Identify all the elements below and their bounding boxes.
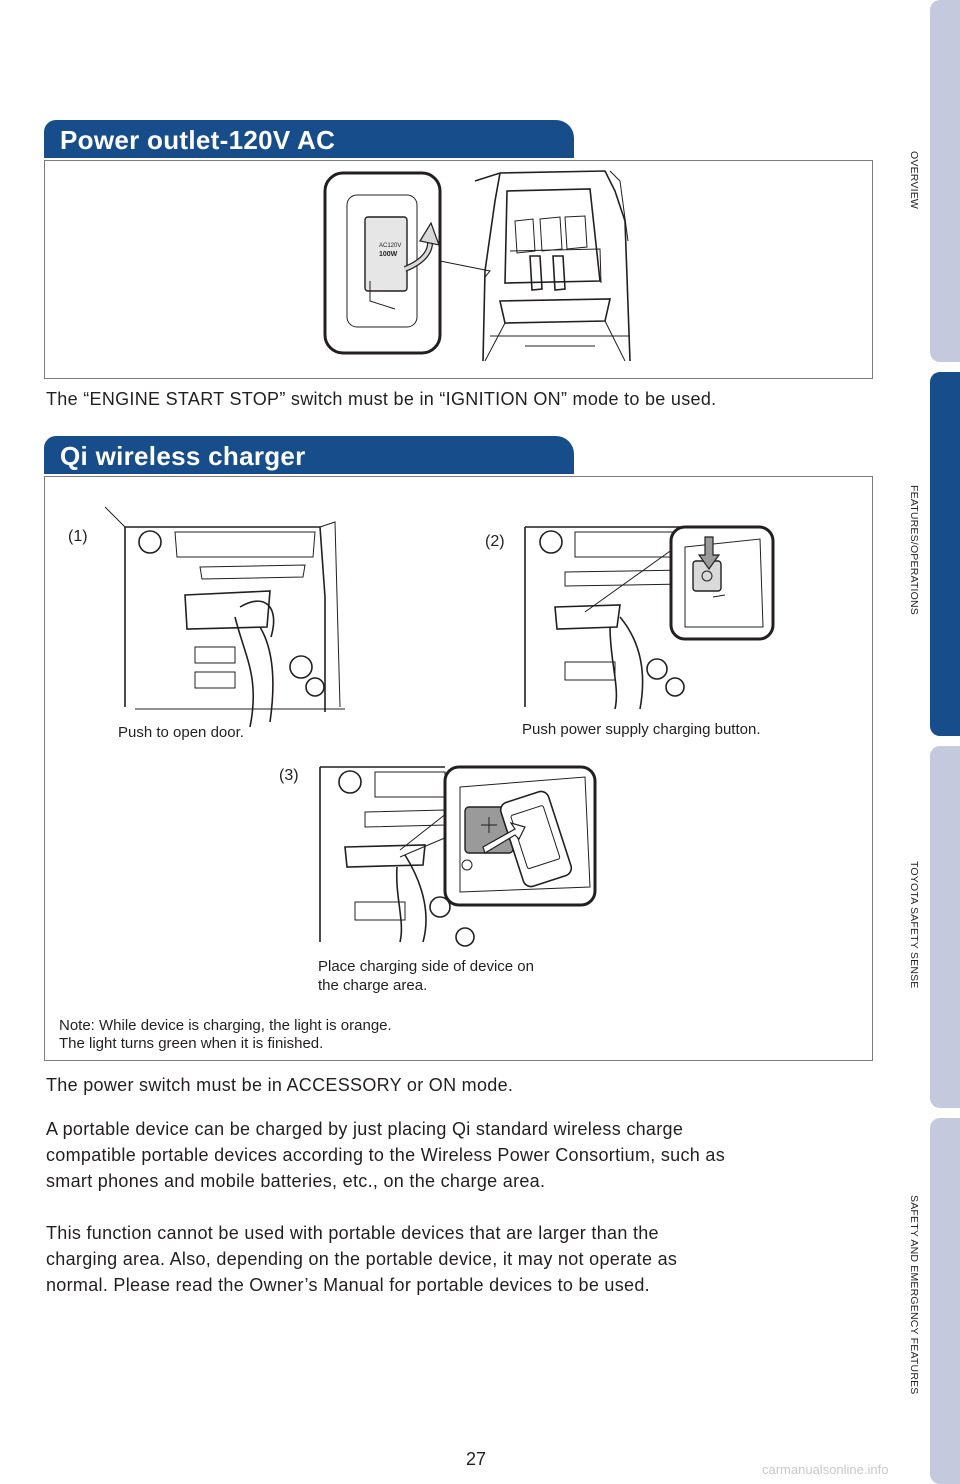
tab-label-safety-emergency: SAFETY AND EMERGENCY FEATURES bbox=[908, 1195, 920, 1395]
charging-note bbox=[59, 1017, 392, 1053]
cargo-area-drawing bbox=[475, 171, 630, 361]
side-tab-overview[interactable] bbox=[930, 0, 960, 362]
tab-label-toyota-safety-sense: TOYOTA SAFETY SENSE bbox=[908, 861, 920, 989]
side-tab-features-operations[interactable] bbox=[930, 372, 960, 736]
step2-console-drawing bbox=[525, 527, 773, 709]
power-outlet-caption: The “ENGINE START STOP” switch must be in “IGNITION ON” mode to be used. bbox=[46, 389, 717, 409]
body-paragraph-3: This function cannot be used with portable devices that are larger than the charging area. Also, depending on the portable device, it may not operate as normal. Please read the Owner’s Manual for portable devices to be used. bbox=[46, 1223, 678, 1295]
step3-caption-line1: Place charging side of device on bbox=[318, 958, 534, 975]
step2-number: (2) bbox=[485, 533, 505, 550]
body-paragraph-2: A portable device can be charged by just placing Qi standard wireless charge compatible portable devices according to the Wireless Power Consortium, such as smart phones and mobile batteries, etc., on the charge area. bbox=[46, 1119, 726, 1191]
step1-console-drawing bbox=[105, 507, 345, 727]
watermark: carmanualsonline.info bbox=[762, 1462, 889, 1477]
outlet-label-top: AC120V bbox=[379, 243, 402, 249]
charging-note-line1: Note: While device is charging, the light is orange. bbox=[59, 1017, 392, 1034]
step3-caption-line2: the charge area. bbox=[318, 977, 428, 994]
body-paragraph-1: The power switch must be in ACCESSORY or ON mode. bbox=[46, 1075, 514, 1095]
step1-number: (1) bbox=[68, 528, 88, 545]
step3-console-drawing bbox=[320, 767, 595, 946]
power-outlet-illustration bbox=[45, 161, 874, 380]
outlet-label-bottom: 100W bbox=[379, 251, 398, 258]
qi-charger-header bbox=[44, 436, 574, 474]
power-outlet-title: Power outlet-120V AC bbox=[60, 125, 336, 155]
side-tab-toyota-safety-sense[interactable] bbox=[930, 746, 960, 1108]
charging-note-line2: The light turns green when it is finished. bbox=[59, 1035, 324, 1052]
power-outlet-figure bbox=[44, 160, 873, 379]
side-tab-safety-emergency[interactable] bbox=[930, 1118, 960, 1484]
step3-number: (3) bbox=[279, 767, 299, 784]
step1-caption: Push to open door. bbox=[118, 724, 244, 741]
power-outlet-header bbox=[44, 120, 574, 158]
page-number: 27 bbox=[466, 1449, 487, 1469]
tab-label-overview: OVERVIEW bbox=[908, 150, 920, 209]
step2-caption: Push power supply charging button. bbox=[522, 721, 761, 738]
qi-charger-title: Qi wireless charger bbox=[60, 441, 306, 471]
tab-label-features-operations: FEATURES/OPERATIONS bbox=[908, 484, 920, 615]
